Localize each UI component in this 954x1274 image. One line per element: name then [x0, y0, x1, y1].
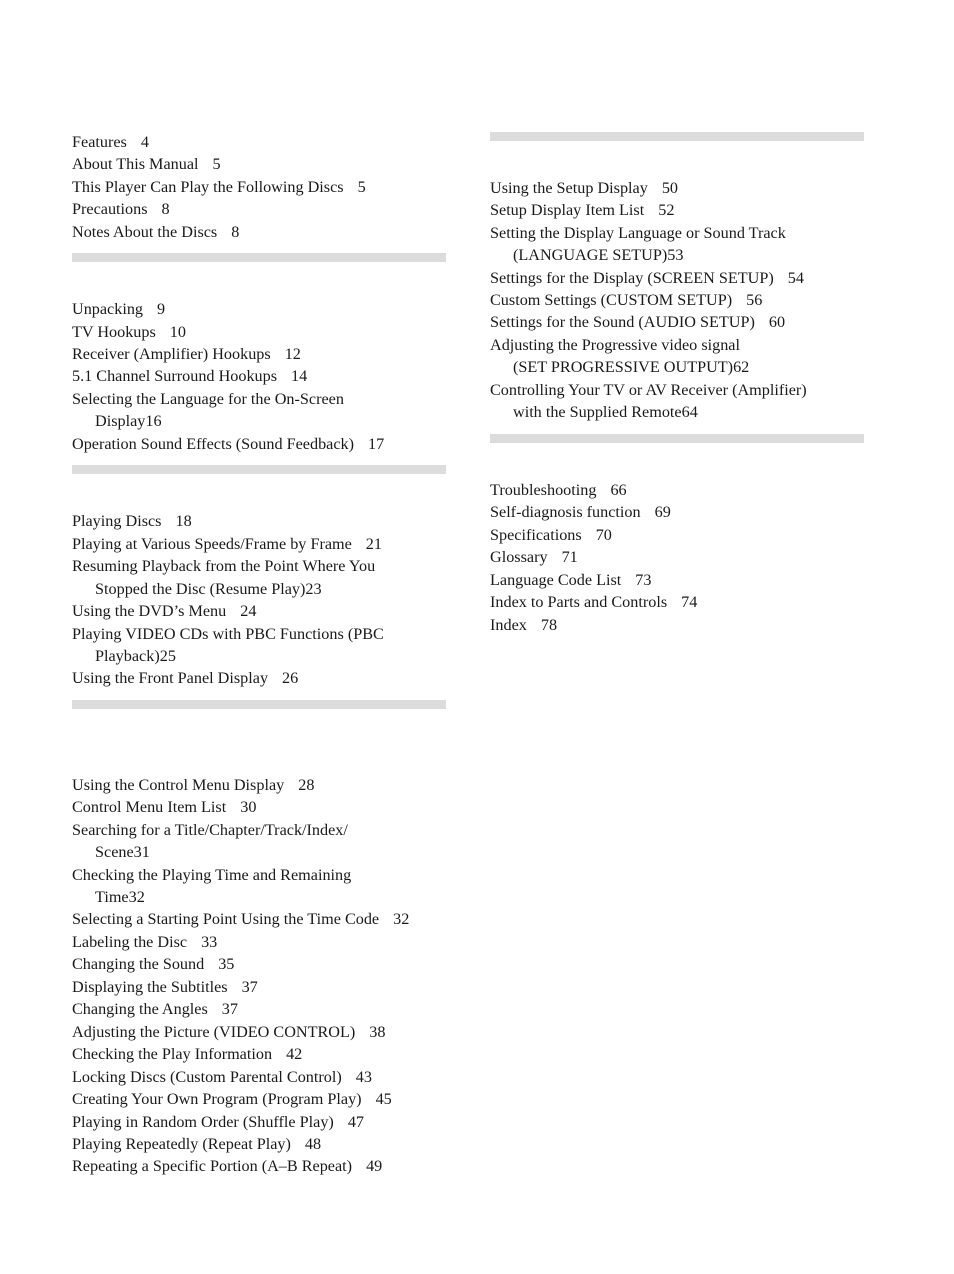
toc-page-number: 4: [140, 133, 149, 151]
toc-entry[interactable]: [72, 998, 238, 1020]
toc-entry-title: Checking the Playing Time and Remaining: [72, 866, 352, 884]
toc-entry[interactable]: [72, 1043, 302, 1065]
toc-entry-title: Locking Discs (Custom Parental Control): [72, 1068, 342, 1086]
toc-entry[interactable]: [72, 931, 217, 953]
toc-entry[interactable]: [72, 153, 221, 175]
toc-entry-title: Playing in Random Order (Shuffle Play): [72, 1113, 334, 1131]
toc-page-number: 38: [369, 1023, 386, 1041]
toc-entry[interactable]: [490, 569, 651, 591]
toc-page-number: 14: [291, 367, 308, 385]
toc-page-number: 71: [561, 548, 578, 566]
toc-entry[interactable]: [490, 289, 762, 311]
toc-entry-title-cont: with the Supplied Remote: [513, 403, 682, 421]
right-column: [490, 0, 864, 1274]
toc-entry-title: Index to Parts and Controls: [490, 593, 668, 611]
toc-page-number: 26: [282, 669, 299, 687]
toc-entry[interactable]: [72, 198, 170, 220]
toc-page-number: 78: [540, 616, 558, 634]
toc-entry[interactable]: [72, 388, 344, 410]
toc-entry-title: TV Hookups: [72, 323, 156, 341]
toc-entry-title: Features: [72, 133, 127, 151]
toc-entry[interactable]: [72, 976, 258, 998]
toc-page-number: 5: [357, 178, 366, 196]
toc-entry[interactable]: [72, 321, 186, 343]
toc-entry[interactable]: [72, 864, 351, 886]
toc-entry-title: Changing the Sound: [72, 955, 205, 973]
toc-page-number: 16: [145, 412, 162, 430]
toc-entry[interactable]: [490, 591, 697, 613]
toc-entry[interactable]: [490, 334, 740, 356]
section-divider-bar: [72, 700, 446, 709]
toc-entry-title: Setting the Display Language or Sound Track: [490, 224, 786, 242]
toc-page-number: 28: [298, 776, 315, 794]
toc-page-number: 45: [375, 1090, 392, 1108]
toc-page-number: 23: [305, 580, 322, 598]
toc-entry-title: Unpacking: [72, 300, 144, 318]
toc-entry-title: Precautions: [72, 200, 148, 218]
toc-entry-title-cont: Scene: [95, 843, 134, 861]
toc-entry[interactable]: [72, 343, 301, 365]
toc-page-number: 50: [661, 179, 679, 197]
section-divider-bar: [72, 465, 446, 474]
toc-page-number: 5: [212, 155, 221, 173]
toc-entry-continuation[interactable]: [95, 410, 162, 432]
section-divider-bar: [490, 132, 864, 141]
toc-page-number: 21: [365, 535, 382, 553]
toc-entry-title: 5.1 Channel Surround Hookups: [72, 367, 278, 385]
toc-entry[interactable]: [72, 221, 239, 243]
toc-entry-title-cont: (SET PROGRESSIVE OUTPUT): [513, 358, 734, 376]
toc-entry[interactable]: [490, 222, 786, 244]
toc-page-number: 24: [240, 602, 257, 620]
toc-page-number: 35: [218, 955, 235, 973]
toc-entry[interactable]: [72, 774, 314, 796]
toc-page-number: 32: [128, 888, 145, 906]
toc-entry-title: Adjusting the Progressive video signal: [490, 336, 740, 354]
toc-entry-title: Checking the Play Information: [72, 1045, 273, 1063]
toc-entry-title: Creating Your Own Program (Program Play): [72, 1090, 362, 1108]
toc-page-number: 48: [304, 1135, 322, 1153]
toc-entry-title: This Player Can Play the Following Discs: [72, 178, 344, 196]
toc-page-number: 62: [733, 358, 750, 376]
toc-entry-title: Troubleshooting: [490, 481, 597, 499]
toc-entry-title: Using the Setup Display: [490, 179, 648, 197]
toc-entry-title-cont: Time: [95, 888, 129, 906]
toc-entry-title: Specifications: [490, 526, 582, 544]
toc-entry[interactable]: [72, 819, 348, 841]
toc-page-number: 49: [366, 1157, 383, 1175]
toc-entry[interactable]: [72, 555, 375, 577]
toc-entry-title: Settings for the Display (SCREEN SETUP): [490, 269, 774, 287]
toc-entry-title: Selecting a Starting Point Using the Time Code: [72, 910, 380, 928]
toc-entry[interactable]: [72, 1066, 372, 1088]
toc-entry-title-cont: Display: [95, 412, 146, 430]
toc-entry[interactable]: [490, 546, 578, 568]
toc-page-number: 31: [133, 843, 150, 861]
toc-entry-continuation[interactable]: [95, 841, 150, 863]
toc-entry-title-cont: Playback): [95, 647, 160, 665]
toc-entry-title-cont: (LANGUAGE SETUP): [513, 246, 668, 264]
toc-entry-title: Setup Display Item List: [490, 201, 645, 219]
toc-page-number: 8: [231, 223, 240, 241]
toc-entry-title: Labeling the Disc: [72, 933, 188, 951]
toc-page-number: 69: [654, 503, 671, 521]
toc-page-number: 30: [240, 798, 257, 816]
toc-entry-title: Playing VIDEO CDs with PBC Functions (PBC: [72, 625, 384, 643]
toc-page-number: 9: [157, 300, 166, 318]
toc-entry-continuation[interactable]: [513, 401, 698, 423]
toc-entry[interactable]: [72, 1088, 392, 1110]
toc-entry-title: Operation Sound Effects (Sound Feedback): [72, 435, 355, 453]
toc-entry[interactable]: [72, 1111, 364, 1133]
toc-entry-title: About This Manual: [72, 155, 199, 173]
toc-page-number: 8: [161, 200, 170, 218]
toc-page-number: 33: [201, 933, 218, 951]
toc-entry-title: Self-diagnosis function: [490, 503, 641, 521]
toc-page-number: 10: [169, 323, 186, 341]
toc-entry-title: Language Code List: [490, 571, 622, 589]
toc-entry-title: Controlling Your TV or AV Receiver (Amplifier): [490, 381, 807, 399]
toc-entry[interactable]: [72, 1133, 321, 1155]
toc-entry-title: Resuming Playback from the Point Where You: [72, 557, 376, 575]
toc-entry[interactable]: [72, 433, 384, 455]
toc-entry-title: Index: [490, 616, 527, 634]
toc-entry[interactable]: [72, 600, 256, 622]
toc-page-number: 37: [241, 978, 258, 996]
toc-entry-continuation[interactable]: [513, 244, 683, 266]
toc-entry[interactable]: [72, 623, 384, 645]
toc-entry[interactable]: [490, 267, 804, 289]
toc-entry[interactable]: [72, 667, 298, 689]
toc-page-number: 42: [286, 1045, 303, 1063]
toc-entry[interactable]: [72, 908, 409, 930]
toc-entry[interactable]: [72, 796, 256, 818]
toc-entry-title-cont: Stopped the Disc (Resume Play): [95, 580, 306, 598]
toc-entry-title: Custom Settings (CUSTOM SETUP): [490, 291, 733, 309]
toc-entry-title: Control Menu Item List: [72, 798, 227, 816]
left-column: [72, 0, 446, 1274]
toc-entry-title: Changing the Angles: [72, 1000, 208, 1018]
toc-page-number: 52: [658, 201, 675, 219]
toc-entry[interactable]: [490, 614, 557, 636]
toc-entry-continuation[interactable]: [95, 886, 145, 908]
toc-entry-title: Displaying the Subtitles: [72, 978, 228, 996]
toc-entry-title: Using the DVD’s Menu: [72, 602, 227, 620]
toc-entry-title: Notes About the Discs: [72, 223, 218, 241]
toc-entry[interactable]: [490, 479, 627, 501]
toc-entry[interactable]: [72, 533, 382, 555]
toc-entry-title: Glossary: [490, 548, 548, 566]
toc-entry[interactable]: [490, 379, 807, 401]
toc-page-number: 12: [284, 345, 301, 363]
section-divider-bar: [490, 434, 864, 443]
toc-entry[interactable]: [72, 131, 149, 153]
toc-entry[interactable]: [72, 510, 192, 532]
toc-entry-title: Receiver (Amplifier) Hookups: [72, 345, 271, 363]
toc-entry-title: Playing at Various Speeds/Frame by Frame: [72, 535, 352, 553]
toc-page-number: 56: [746, 291, 763, 309]
toc-entry-title: Using the Front Panel Display: [72, 669, 269, 687]
toc-entry[interactable]: [72, 365, 307, 387]
toc-entry[interactable]: [72, 298, 165, 320]
toc-entry[interactable]: [72, 176, 366, 198]
toc-page-number: 70: [595, 526, 612, 544]
toc-page-number: 54: [787, 269, 804, 287]
toc-entry-title: Selecting the Language for the On-Screen: [72, 390, 344, 408]
toc-entry-title: Using the Control Menu Display: [72, 776, 285, 794]
toc-entry[interactable]: [72, 1155, 382, 1177]
toc-entry-title: Playing Repeatedly (Repeat Play): [72, 1135, 291, 1153]
toc-page-number: 43: [355, 1068, 372, 1086]
toc-page-number: 37: [221, 1000, 238, 1018]
toc-entry-title: Settings for the Sound (AUDIO SETUP): [490, 313, 755, 331]
toc-page-number: 60: [768, 313, 786, 331]
toc-entry-continuation[interactable]: [513, 356, 749, 378]
toc-page-number: 73: [635, 571, 652, 589]
toc-page-number: 53: [667, 246, 684, 264]
toc-page-number: 74: [681, 593, 698, 611]
toc-page-number: 47: [347, 1113, 365, 1131]
toc-entry-continuation[interactable]: [95, 645, 176, 667]
toc-entry-title: Repeating a Specific Portion (A–B Repeat): [72, 1157, 353, 1175]
toc-entry[interactable]: [490, 501, 671, 523]
toc-entry[interactable]: [490, 311, 785, 333]
toc-entry[interactable]: [490, 177, 678, 199]
toc-entry-title: Playing Discs: [72, 512, 162, 530]
section-divider-bar: [72, 253, 446, 262]
toc-entry-title: Searching for a Title/Chapter/Track/Index/: [72, 821, 348, 839]
toc-entry[interactable]: [490, 199, 674, 221]
toc-page-number: 32: [393, 910, 410, 928]
toc-page-number: 25: [159, 647, 176, 665]
toc-entry[interactable]: [72, 953, 234, 975]
toc-entry[interactable]: [72, 1021, 385, 1043]
toc-entry[interactable]: [490, 524, 612, 546]
toc-page-number: 66: [610, 481, 627, 499]
toc-page-number: 18: [175, 512, 192, 530]
toc-entry-title: Adjusting the Picture (VIDEO CONTROL): [72, 1023, 356, 1041]
toc-page-number: 17: [368, 435, 385, 453]
toc-page-number: 64: [681, 403, 698, 421]
toc-entry-continuation[interactable]: [95, 578, 322, 600]
